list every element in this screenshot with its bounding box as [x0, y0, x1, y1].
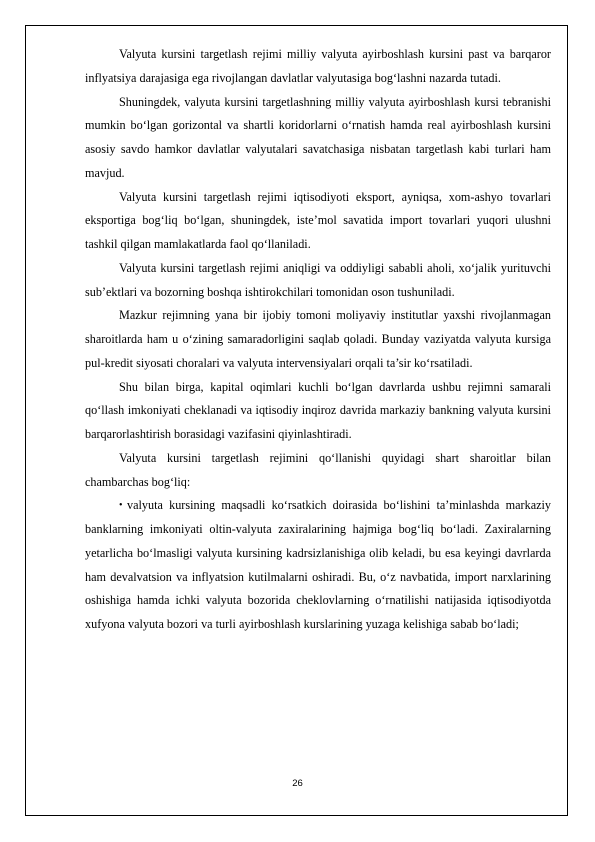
bullet-icon: • — [119, 500, 123, 512]
page-number: 26 — [292, 778, 303, 789]
bullet-text: valyuta kursining maqsadli ko‘rsatkich doirasida bo‘lishini ta’minlashda markaziy banklarning imkoniyati oltin-valyuta zaxiralarining hajmiga bog‘liq bo‘ladi. Zaxiralarning yetarlicha bo‘lmasligi valyuta kursining kadrsizlanishiga olib keladi, bu esa keyingi davrlarda ham devalvatsion va inflyatsion kutilmalarni oshiradi. Bu, o‘z navbatida, import narxlarining oshishiga hamda ichki valyuta bozorida cheklovlarning o‘rnatilishi natijasida iqtisodiyotda xufyona valyuta bozori va turli ayirboshlash kurslarining yuzaga kelishiga sabab bo‘ladi; — [85, 498, 551, 631]
paragraph: Shu bilan birga, kapital oqimlari kuchli bo‘lgan davrlarda ushbu rejimni samarali qo‘llash imkoniyati cheklanadi va iqtisodiy inqiroz davrida markaziy bankning valyuta kursini barqarorlashtirish borasidagi vazifasini qiyinlashtiradi. — [85, 379, 551, 441]
paragraph: Valyuta kursini targetlash rejimi iqtisodiyoti eksport, ayniqsa, xom-ashyo tovarlari eksportiga bog‘liq bo‘lgan, shuningdek, iste’mol savatida import tovarlari yuqori ulushni tashkil qilgan mamlakatlarda faol qo‘llaniladi. — [85, 189, 551, 251]
document-body — [85, 43, 551, 637]
paragraph: Valyuta kursini targetlash rejimini qo‘llanishi quyidagi shart sharoitlar bilan chambarchas bog‘liq: — [85, 450, 551, 489]
paragraph: Valyuta kursini targetlash rejimi aniqligi va oddiyligi sababli aholi, xo‘jalik yurituvchi sub’ektlari va bozorning boshqa ishtirokchilari tomonidan oson tushuniladi. — [85, 260, 551, 299]
paragraph: Mazkur rejimning yana bir ijobiy tomoni moliyaviy institutlar yaxshi rivojlanmagan sharoitlarda ham u o‘zining samaradorligini saqlab qoladi. Bunday vaziyatda valyuta kursiga pul-kredit siyosati choralari va valyuta intervensiyalari orqali ta’sir ko‘rsatiladi. — [85, 308, 551, 370]
paragraph: Shuningdek, valyuta kursini targetlashning milliy valyuta ayirboshlash kursi tebranishi mumkin bo‘lgan gorizontal va shartli koridorlarni o‘rnatish hamda real ayirboshlash kursini asosiy savdo hamkor davlatlar valyutalari savatchasiga nisbatan targetlash kabi turlari ham mavjud. — [85, 94, 551, 180]
bullet-list-item — [85, 494, 551, 637]
paragraph: Valyuta kursini targetlash rejimi milliy valyuta ayirboshlash kursini past va barqaror inflyatsiya darajasiga ega rivojlangan davlatlar valyutasiga bog‘lashni nazarda tutadi. — [85, 47, 551, 85]
